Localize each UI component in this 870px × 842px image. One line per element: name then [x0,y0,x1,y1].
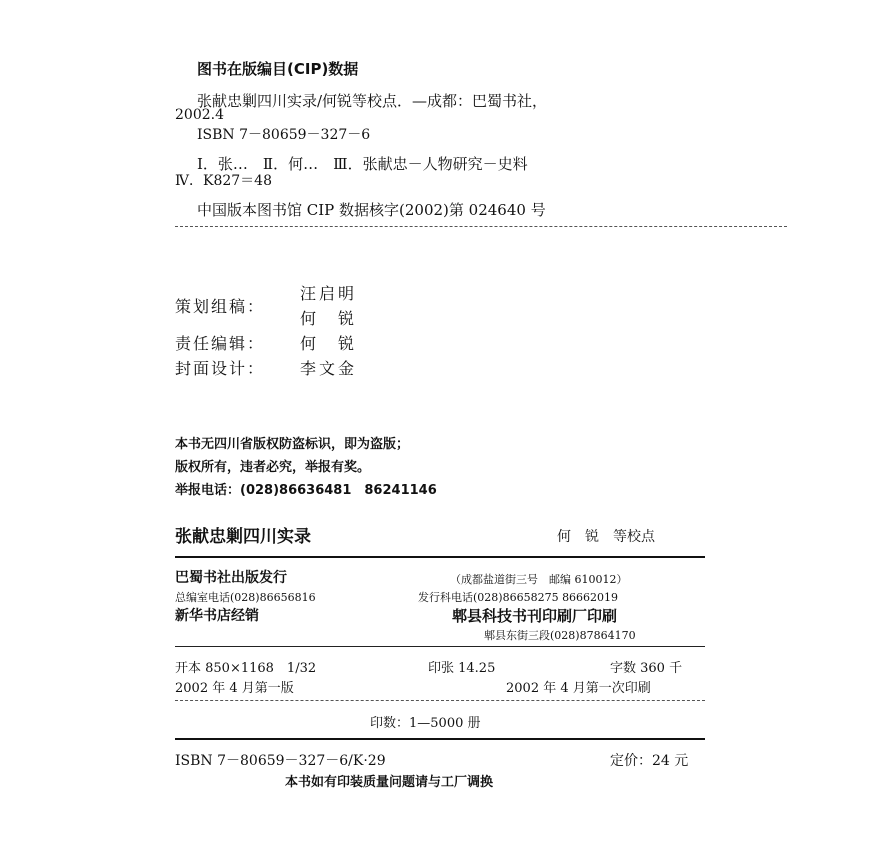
book-title: 张献忠剿四川实录 [175,527,311,547]
print-run: 印数：1—5000 册 [370,716,481,731]
sales-phone: 发行科电话(028)86658275 86662019 [418,591,619,604]
cip-heading: 图书在版编目(CIP)数据 [197,60,359,78]
notice-line-1: 本书无四川省版权防盗标识，即为盗版； [175,437,410,452]
imprint-lower-divider [175,700,705,701]
format: 开本 850×1168 1/32 [175,661,317,676]
price: 定价：24 元 [610,753,689,769]
planning-label: 策划组稿： [175,297,266,316]
quality-note: 本书如有印装质量问题请与工厂调换 [285,775,494,790]
distributor: 新华书店经销 [175,608,259,624]
planning-name-1: 汪启明 [300,284,358,303]
imprint-middle-rule [175,646,705,647]
editor-name: 何 锐 [300,334,358,353]
planning-name-2: 何 锐 [300,309,358,328]
book-editors: 何 锐 等校点 [557,529,655,545]
cip-number: 中国版本图书馆 CIP 数据核字(2002)第 024640 号 [197,201,546,219]
printer: 郫县科技书刊印刷厂印刷 [452,607,618,625]
cip-isbn: ISBN 7－80659－327－6 [197,127,371,143]
first-printing: 2002 年 4 月第一次印刷 [506,681,651,696]
cip-divider [175,226,787,227]
imprint-bottom-rule [175,738,705,740]
notice-line-2: 版权所有，违者必究，举报有奖。 [175,460,371,475]
cip-subjects: Ⅰ．张… Ⅱ．何… Ⅲ．张献忠－人物研究－史料 [197,155,528,173]
first-edition: 2002 年 4 月第一版 [175,681,294,696]
cip-line-2: 2002.4 [175,107,224,123]
editor-label: 责任编辑： [175,334,266,353]
cip-line-1: 张献忠剿四川实录/何锐等校点．—成都：巴蜀书社， [197,92,548,110]
publisher-address: （成都盐道街三号 邮编 610012） [450,573,628,586]
cover-design-label: 封面设计： [175,359,266,378]
imprint-top-rule [175,556,705,558]
isbn-full: ISBN 7－80659－327－6/K·29 [175,753,386,769]
cover-design-name: 李文金 [300,359,358,378]
editorial-phone: 总编室电话(028)86656816 [175,591,316,604]
publisher: 巴蜀书社出版发行 [175,570,287,586]
word-count: 字数 360 千 [610,661,683,676]
cip-classification: Ⅳ．K827＝48 [175,173,272,189]
notice-line-3: 举报电话：(028)86636481 86241146 [175,483,437,498]
sheets: 印张 14.25 [428,661,496,676]
printer-address: 郫县东街三段(028)87864170 [484,629,636,642]
